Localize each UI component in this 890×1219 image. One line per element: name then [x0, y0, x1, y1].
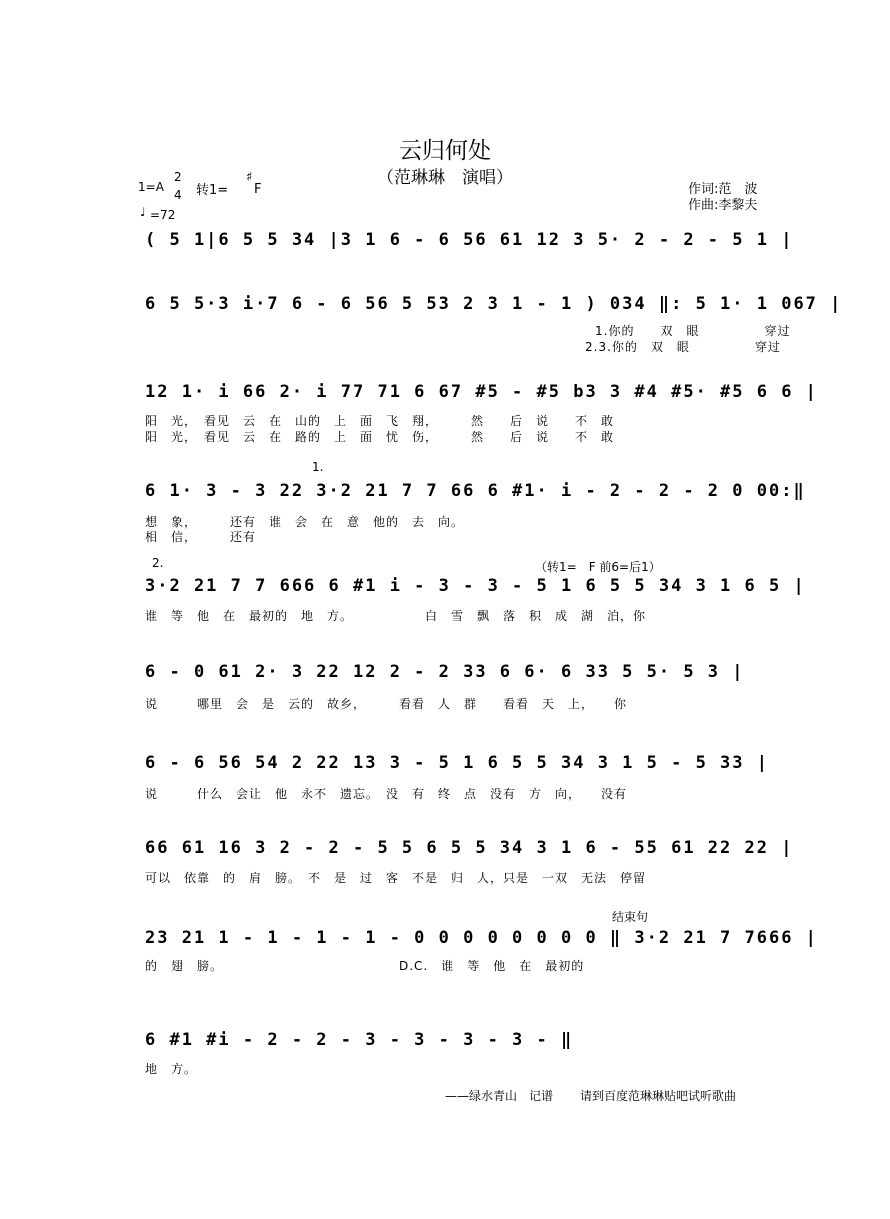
notation-row-5: 3·2 21 7 7 666 6 #1 i - 3 - 3 - 5 1 6 5 5 34 3 1 6 5 | — [145, 576, 806, 596]
lyric-row-9: 的 翅 膀。 D.C. 谁 等 他 在 最初的 — [145, 959, 585, 973]
notation-row-3: 12 1· i 66 2· i 77 71 6 67 #5 - #5 b3 3 #4 #5· #5 6 6 | — [145, 382, 818, 402]
song-subtitle: （范琳琳 演唱） — [377, 168, 513, 188]
transcriber-credit: ——绿水青山 记谱 — [445, 1089, 554, 1103]
modulation-note: （转1= F 前6=后1） — [535, 560, 661, 574]
lyric-row-5: 谁 等 他 在 最初的 地 方。 白 雪 飘 落 积 成 湖 泊，你 — [145, 609, 647, 623]
sharp-icon: ♯ — [246, 170, 253, 185]
quarter-note-icon: ♩ — [140, 205, 146, 219]
key-signature: 1=A — [138, 180, 164, 194]
lyric-row-2-verse2: 2.3.你的 双 眼 穿过 — [585, 340, 781, 354]
time-signature-bottom: 4 — [174, 188, 182, 202]
notation-row-4: 6 1· 3 - 3 22 3·2 21 7 7 66 6 #1· i - 2 - 2 - 2 0 00:‖ — [145, 481, 806, 501]
ending-phrase-label: 结束句 — [612, 910, 649, 924]
tempo-marking: =72 — [150, 208, 176, 222]
modulation-label: 转1= — [196, 183, 229, 198]
notation-row-8: 66 61 16 3 2 - 2 - 5 5 6 5 5 34 3 1 6 - 55 61 22 22 | — [145, 838, 794, 858]
lyric-row-3-verse2: 阳 光， 看见 云 在 路的 上 面 忧 伤， 然 后 说 不 敢 — [145, 430, 615, 444]
time-signature-top: 2 — [174, 170, 182, 184]
notation-row-10: 6 #1 #i - 2 - 2 - 3 - 3 - 3 - 3 - ‖ — [145, 1030, 574, 1050]
modulation-key: F — [254, 182, 262, 197]
lyric-row-3-verse1: 阳 光， 看见 云 在 山的 上 面 飞 翔， 然 后 说 不 敢 — [145, 414, 615, 428]
lyric-row-4-verse2: 相 信， 还有 — [145, 530, 257, 544]
notation-row-6: 6 - 0 61 2· 3 22 12 2 - 2 33 6 6· 6 33 5 5· 5 3 | — [145, 662, 745, 682]
lyric-row-7: 说 什么 会让 他 永不 遗忘。 没 有 终 点 没有 方 向， 没有 — [145, 787, 628, 801]
song-title: 云归何处 — [399, 138, 491, 164]
lyric-row-6: 说 哪里 会 是 云的 故乡， 看看 人 群 看看 天 上， 你 — [145, 697, 628, 711]
lyric-row-4-verse1: 想 象， 还有 谁 会 在 意 他的 去 向。 — [145, 515, 465, 529]
lyric-row-10: 地 方。 — [145, 1062, 198, 1076]
volta-2: 2. — [152, 556, 164, 570]
notation-row-2: 6 5 5·3 i·7 6 - 6 56 5 53 2 3 1 - 1 ) 034 ‖: 5 1· 1 067 | — [145, 294, 843, 314]
volta-1: 1. — [312, 460, 324, 474]
composer: 作曲:李黎夫 — [688, 198, 758, 213]
listening-note: 请到百度范琳琳贴吧试听歌曲 — [580, 1089, 737, 1103]
notation-row-1: ( 5 1|6 5 5 34 |3 1 6 - 6 56 61 12 3 5· 2 - 2 - 5 1 | — [145, 230, 794, 250]
lyricist: 作词:范 波 — [688, 182, 758, 197]
lyric-row-2-verse1: 1.你的 双 眼 穿过 — [595, 324, 791, 338]
notation-row-9: 23 21 1 - 1 - 1 - 1 - 0 0 0 0 0 0 0 0 ‖ 3·2 21 7 7666 | — [145, 928, 818, 948]
notation-row-7: 6 - 6 56 54 2 22 13 3 - 5 1 6 5 5 34 3 1 5 - 5 33 | — [145, 753, 769, 773]
lyric-row-8: 可以 依靠 的 肩 膀。 不 是 过 客 不是 归 人，只是 一双 无法 停留 — [145, 871, 647, 885]
